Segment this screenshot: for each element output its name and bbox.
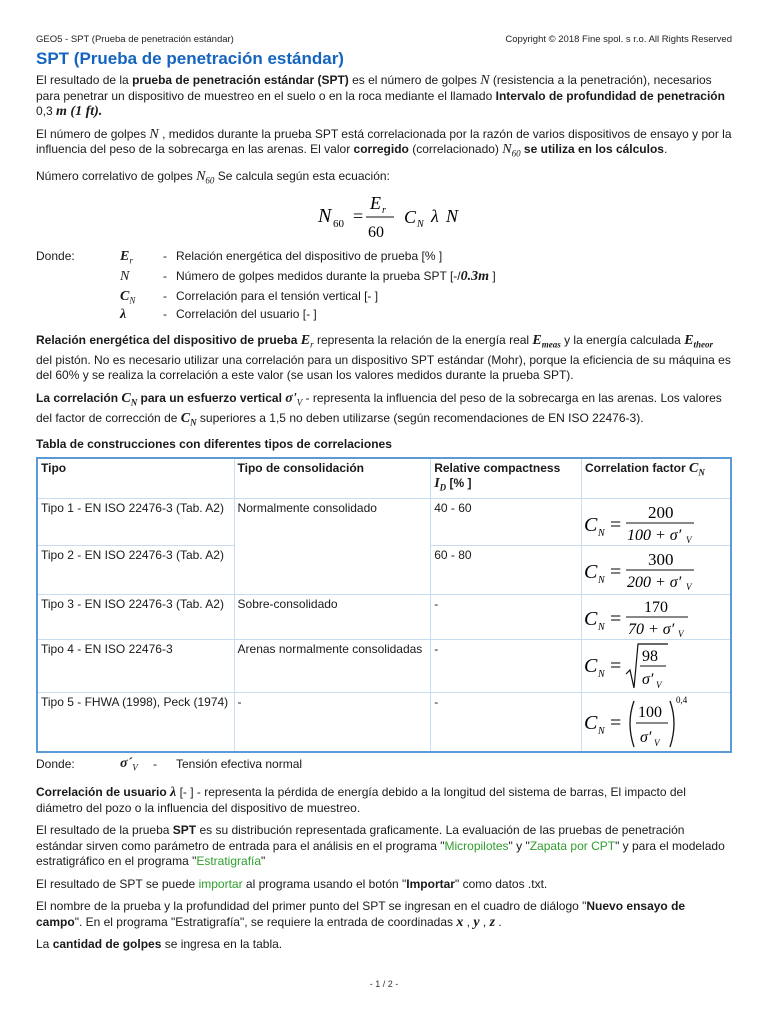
definitions-list: Donde: $E_r$ - Relación energética del dispositivo de prueba [% ] N - Número de golpes medidos durante la prueba SPT [-/0.3m ] $C_N$ - Correlación para el tensión vertical [- ] λ - Correlación del usuario [- ] (36, 248, 496, 322)
definition-er: Relación energética del dispositivo de prueba [% ] (176, 248, 443, 263)
header-tipo: Tipo (37, 458, 234, 499)
paragraph-energy-ratio: Relación energética del dispositivo de prueba $E_r$ representa la relación de la energía real $E_{meas}$ y la energía calculada $E_{theor}$ del pistón. No es necesario utilizar una correlación para un dispositivo SPT estándar (Mohr), porque la eficiencia de su máquina es del 60% y se realiza la correlación a este valor (se usan los valores medidos durante la prueba SPT). (36, 332, 731, 383)
table-header-row (37, 458, 731, 499)
eq-equals: = (353, 205, 364, 226)
formula-type1 (582, 499, 730, 545)
svg-text:V: V (654, 738, 660, 749)
paragraph-new-test: El nombre de la prueba y la profundidad del primer punto del SPT se ingresan en el cuadro de diálogo "Nuevo ensayo de campo". En el programa "Estratigrafía", se requiere la entrada de coordinadas x , y , z . (36, 899, 686, 930)
svg-text:N: N (598, 528, 605, 540)
svg-text:100: 100 (638, 704, 662, 722)
svg-text:300: 300 (648, 550, 674, 570)
svg-text:V: V (686, 535, 692, 546)
definition-lambda: Correlación del usuario [- ] (176, 306, 317, 321)
eq-numerator-sub: r (382, 204, 386, 216)
formula-type2 (582, 546, 730, 594)
link-zapata-cpt[interactable]: Zapata por CPT (529, 838, 616, 853)
eq-numerator: E (370, 192, 381, 213)
link-micropilotes[interactable]: Micropilotes (444, 838, 509, 853)
document-body (36, 73, 732, 960)
svg-text:100 + σ′: 100 + σ′ (627, 527, 682, 545)
svg-text:=: = (610, 655, 622, 678)
svg-text:N: N (598, 726, 605, 738)
page-number: - 1 / 2 - (369, 979, 399, 989)
svg-text:=: = (610, 608, 622, 631)
paragraph-correlation: El número de golpes N , medidos durante la prueba SPT está correlacionada por la razón de varios dispositivos de ensayo y por la influencia del peso de la sobrecarga en las arenas. El valor corregido (correlacionado) $N_{60}$ se utiliza en los cálculos. (36, 126, 732, 159)
definition-cn: Correlación para el tensión vertical [- ] (176, 288, 379, 303)
eq-n: N (446, 205, 459, 226)
svg-text:=: = (610, 561, 622, 584)
header-copyright: Copyright © 2018 Fine spol. s r.o. All Rights Reserved (505, 34, 732, 45)
svg-text:98: 98 (642, 648, 658, 666)
paragraph-intro: El resultado de la prueba de penetración estándar (SPT) es el número de golpes N (resistencia a la penetración), necesarios para penetrar un dispositivo de muestreo en el suelo o en la roca mediante el llamado Intervalo de profundidad de penetración 0,3 m (1 ft). (36, 73, 725, 119)
header-relative-compactness: Relative compactness $I_D$ [% ] (431, 458, 582, 499)
table-row: Tipo 4 - EN ISO 22476-3 Arenas normalmente consolidadas - C N = 98 σ′ V (37, 640, 731, 693)
page-title: SPT (Prueba de penetración estándar) (36, 49, 344, 68)
table-caption: Tabla de construcciones con diferentes tipos de correlaciones (36, 437, 392, 452)
table-row: Tipo 2 - EN ISO 22476-3 (Tab. A2) 60 - 80 C N = 300 200 + σ′ V (37, 546, 731, 595)
paragraph-user-correlation: Correlación de usuario λ [- ] - representa la pérdida de energía debido a la longitud del sistema de barras, El impacto del diámetro del pozo o la influencia del dispositivo de muestreo. (36, 785, 686, 815)
svg-text:σ′: σ′ (640, 729, 652, 747)
svg-text:C: C (584, 514, 598, 537)
table-row: Tipo 5 - FHWA (1998), Peck (1974) - - C N = 100 σ′ V 0,4 (37, 693, 731, 753)
svg-text:200: 200 (648, 503, 674, 523)
eq-cn-sub: N (417, 218, 424, 230)
header-consolidation: Tipo de consolidación (234, 458, 431, 499)
svg-text:200 + σ′: 200 + σ′ (627, 574, 682, 592)
svg-text:N: N (598, 669, 605, 681)
svg-text:σ′: σ′ (642, 671, 654, 689)
svg-text:C: C (584, 712, 598, 735)
svg-text:V: V (686, 582, 692, 593)
eq-lambda: λ (431, 205, 439, 226)
svg-text:N: N (598, 575, 605, 587)
eq-denominator: 60 (368, 223, 384, 241)
svg-text:V: V (656, 680, 662, 691)
svg-text:0,4: 0,4 (676, 695, 688, 706)
table-row: Tipo 3 - EN ISO 22476-3 (Tab. A2) Sobre-consolidado - C N = 170 70 + σ′ V (37, 595, 731, 640)
svg-text:N: N (598, 622, 605, 634)
correlation-table (36, 457, 732, 753)
eq-lhs: N (318, 204, 332, 227)
link-estratigrafia[interactable]: Estratigrafía (196, 854, 262, 869)
svg-text:=: = (610, 514, 622, 537)
link-importar[interactable]: importar (198, 876, 243, 891)
table-row: Tipo 1 - EN ISO 22476-3 (Tab. A2) Normalmente consolidado 40 - 60 C N = 200 100 + σ′ V (37, 499, 731, 546)
definition-n: Número de golpes medidos durante la prueba SPT [-/0.3m ] (176, 268, 496, 284)
paragraph-cn-correlation: La correlación $C_N$ para un esfuerzo vertical $\sigma'_V$ - representa la influencia del peso de la sobrecarga en las arenas. Los valores del factor de corrección de $C_N$ superiores a 1,5 no deben utilizarse (según recomendaciones de EN ISO 22476-3). (36, 390, 722, 427)
paragraph-spt-result: El resultado de la prueba SPT es su distribución representada graficamente. La evaluación de las pruebas de penetración estándar sirven como parámetro de entrada para el análisis en el programa "Micropilotes" y "Zapata por CPT" y para el modelado estratigráfico en el programa "Estratigrafía" (36, 823, 725, 869)
sigma-definition: Donde: $\sigma´_V$ - Tensión efectiva normal (36, 756, 303, 773)
header-correlation-factor: Correlation factor $C_N$ (582, 458, 732, 499)
svg-text:70 + σ′: 70 + σ′ (628, 621, 675, 639)
svg-text:170: 170 (644, 599, 668, 617)
definitions-label: Donde: (36, 248, 75, 263)
svg-text:V: V (678, 629, 684, 640)
n60-equation (36, 191, 732, 243)
formula-type5 (582, 693, 730, 751)
header-title: GEO5 - SPT (Prueba de penetración estándar) (36, 34, 234, 45)
paragraph-equation-intro: Número correlativo de golpes $N_{60}$ Se calcula según esta ecuación: (36, 168, 390, 186)
svg-text:=: = (610, 712, 622, 735)
paragraph-blow-count: La cantidad de golpes se ingresa en la tabla. (36, 937, 283, 952)
eq-lhs-sub: 60 (333, 217, 344, 230)
svg-text:C: C (584, 608, 598, 631)
formula-type4 (582, 640, 730, 692)
svg-text:C: C (584, 655, 598, 678)
svg-text:C: C (584, 561, 598, 584)
paragraph-import: El resultado de SPT se puede importar al programa usando el botón "Importar" como datos .txt. (36, 876, 548, 891)
formula-type3 (582, 595, 730, 639)
eq-cn: C (404, 206, 417, 227)
